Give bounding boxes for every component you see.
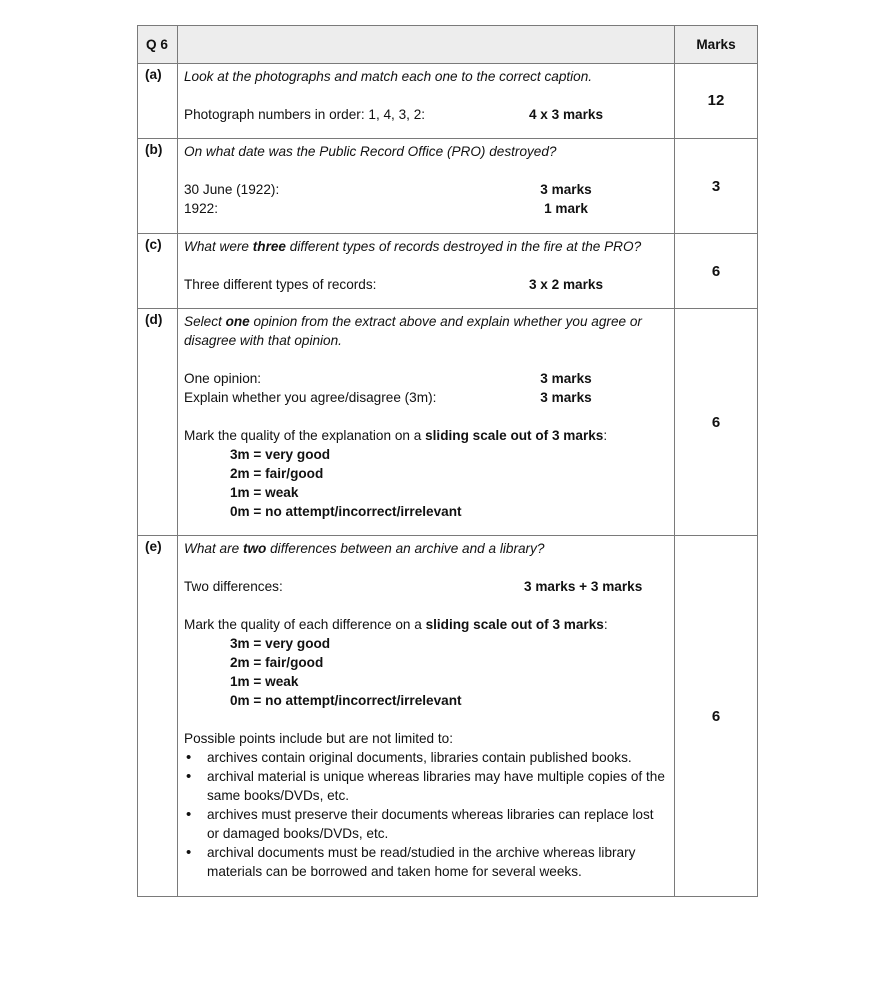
part-body-e — [178, 536, 675, 897]
answer-label-b1: 30 June (1922): — [184, 182, 280, 197]
scale-item-e: 1m = weak — [230, 674, 299, 689]
answer-label-d1: One opinion: — [184, 371, 262, 386]
part-label-a: (a) — [138, 64, 178, 139]
answer-marks-e: 3 marks + 3 marks — [524, 579, 643, 594]
answer-marks-c: 3 x 2 marks — [528, 277, 604, 292]
answer-label-c: Three different types of records: — [184, 277, 377, 292]
scale-intro-e: Mark the quality of each difference on a sliding scale out of 3 marks: — [184, 617, 608, 632]
scale-item-d: 3m = very good — [230, 447, 331, 462]
scale-item-e: 2m = fair/good — [230, 655, 324, 670]
answer-label-b2: 1922: — [184, 201, 219, 216]
answer-line-b1 — [184, 180, 668, 199]
points-list-e — [184, 748, 668, 881]
part-body-c — [178, 234, 675, 309]
points-intro-e: Possible points include but are not limited to: — [184, 731, 454, 746]
answer-marks-b1: 3 marks — [540, 182, 592, 197]
part-body-d — [178, 309, 675, 536]
part-label-e: (e) — [138, 536, 178, 897]
part-body-a — [178, 64, 675, 139]
header-blank — [178, 26, 675, 64]
row-e — [138, 536, 758, 897]
answer-label-e: Two differences: — [184, 579, 283, 594]
part-label-c: (c) — [138, 234, 178, 309]
total-marks-a: 12 — [675, 64, 758, 139]
answer-line-d2 — [184, 388, 668, 407]
total-marks-b: 3 — [675, 139, 758, 234]
answer-label-a: Photograph numbers in order: 1, 4, 3, 2: — [184, 107, 426, 122]
marking-scheme-table — [137, 25, 758, 897]
header-row — [138, 26, 758, 64]
answer-line-d1 — [184, 369, 668, 388]
row-a — [138, 64, 758, 139]
scale-item-d: 1m = weak — [230, 485, 299, 500]
total-marks-e: 6 — [675, 536, 758, 897]
part-label-d: (d) — [138, 309, 178, 536]
question-d: Select one opinion from the extract above and explain whether you agree or disagree with that opinion. — [184, 314, 642, 348]
part-label-b: (b) — [138, 139, 178, 234]
list-item: • archives contain original documents, libraries contain published books. — [184, 748, 668, 767]
scale-item-d: 2m = fair/good — [230, 466, 324, 481]
scale-item-d: 0m = no attempt/incorrect/irrelevant — [230, 504, 462, 519]
question-e: What are two differences between an archive and a library? — [184, 541, 545, 556]
answer-line-a — [184, 105, 668, 124]
row-b — [138, 139, 758, 234]
row-d — [138, 309, 758, 536]
list-item: • archives must preserve their documents whereas libraries can replace lost or damaged books/DVDs, etc. — [184, 805, 668, 843]
answer-line-e — [184, 577, 668, 596]
scale-intro-d: Mark the quality of the explanation on a sliding scale out of 3 marks: — [184, 428, 608, 443]
question-c: What were three different types of records destroyed in the fire at the PRO? — [184, 239, 642, 254]
answer-label-d2: Explain whether you agree/disagree (3m): — [184, 390, 437, 405]
list-item: • archival documents must be read/studied in the archive whereas library materials can be borrowed and taken home for several weeks. — [184, 843, 668, 881]
total-marks-d: 6 — [675, 309, 758, 536]
question-b: On what date was the Public Record Office (PRO) destroyed? — [184, 144, 557, 159]
question-a: Look at the photographs and match each one to the correct caption. — [184, 69, 593, 84]
answer-line-c — [184, 275, 668, 294]
answer-marks-b2: 1 mark — [544, 201, 588, 216]
scale-item-e: 0m = no attempt/incorrect/irrelevant — [230, 693, 462, 708]
part-body-b — [178, 139, 675, 234]
answer-marks-d1: 3 marks — [540, 371, 592, 386]
scale-item-e: 3m = very good — [230, 636, 331, 651]
answer-marks-d2: 3 marks — [540, 390, 592, 405]
list-item: • archival material is unique whereas libraries may have multiple copies of the same books/DVDs, etc. — [184, 767, 668, 805]
row-c — [138, 234, 758, 309]
total-marks-c: 6 — [675, 234, 758, 309]
answer-line-b2 — [184, 199, 668, 218]
marks-header: Marks — [675, 26, 758, 64]
question-number: Q 6 — [138, 26, 178, 64]
answer-marks-a: 4 x 3 marks — [528, 107, 604, 122]
